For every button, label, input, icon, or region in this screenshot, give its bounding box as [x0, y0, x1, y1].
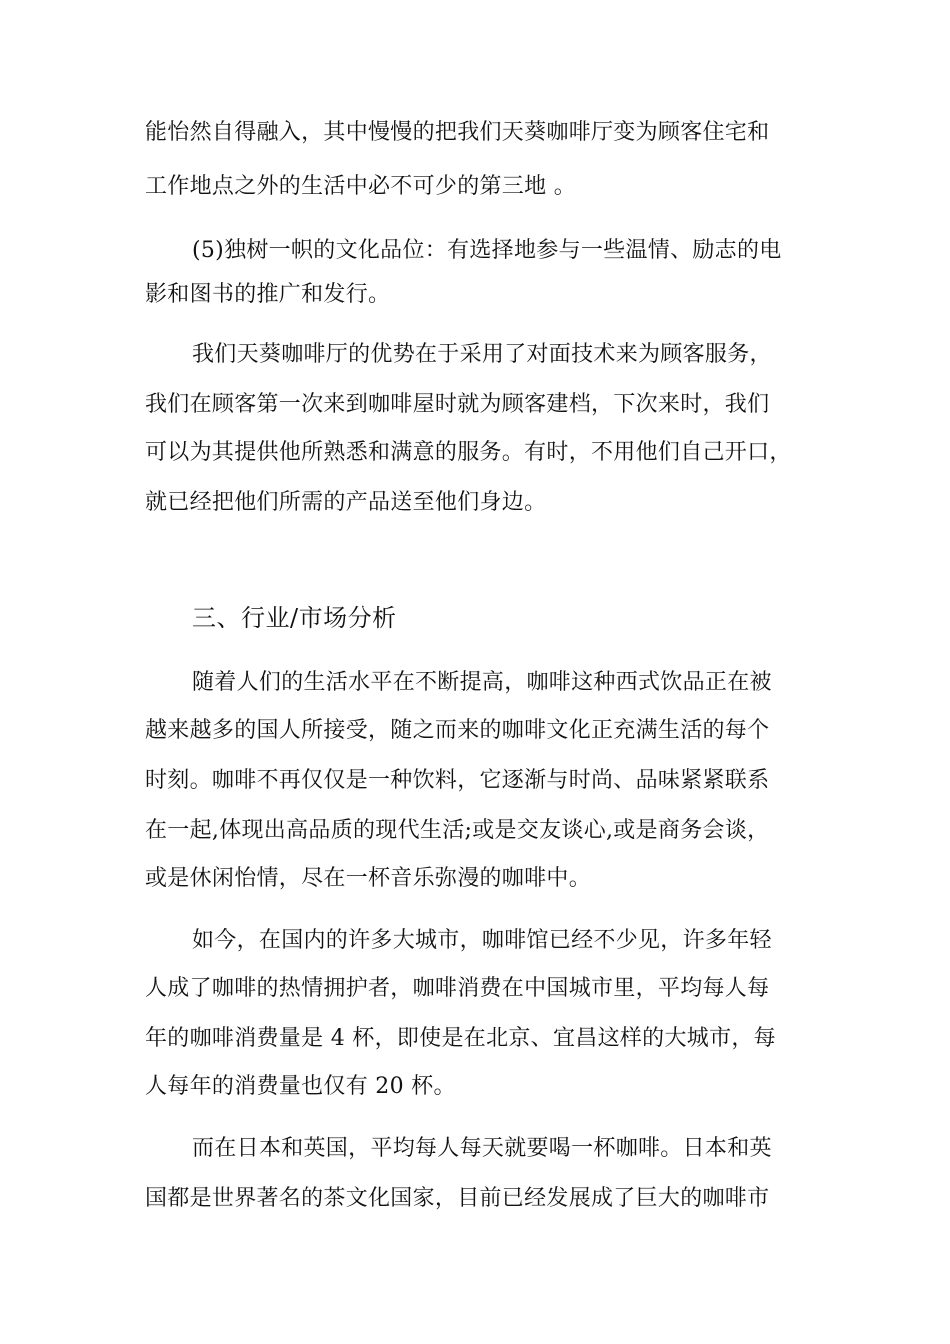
- text-line: 在一起,体现出高品质的现代生活;或是交友谈心,或是商务会谈，: [145, 818, 770, 843]
- text-line: 年的咖啡消费量是 4 杯，即使是在北京、宜昌这样的大城市，每: [145, 1026, 776, 1051]
- text-line: 随着人们的生活水平在不断提高，咖啡这种西式饮品正在被: [192, 670, 772, 695]
- text-line: 我们在顾客第一次来到咖啡屋时就为顾客建档，下次来时，我们: [145, 392, 770, 417]
- text-line: 如今，在国内的许多大城市，咖啡馆已经不少见，许多年轻: [192, 928, 772, 953]
- text-line: 越来越多的国人所接受，随之而来的咖啡文化正充满生活的每个: [145, 718, 770, 743]
- text-line: 而在日本和英国，平均每人每天就要喝一杯咖啡。日本和英: [192, 1136, 772, 1161]
- text-line: 可以为其提供他所熟悉和满意的服务。有时，不用他们自己开口，: [145, 440, 792, 465]
- text-line: 国都是世界著名的茶文化国家，目前已经发展成了巨大的咖啡市: [145, 1186, 770, 1211]
- text-line: 我们天葵咖啡厅的优势在于采用了对面技术来为顾客服务，: [192, 342, 772, 367]
- text-line: 能怡然自得融入，其中慢慢的把我们天葵咖啡厅变为顾客住宅和: [145, 120, 770, 145]
- section-heading: 三、行业/市场分析: [192, 604, 397, 632]
- text-line: 影和图书的推广和发行。: [145, 282, 391, 307]
- text-line: 或是休闲怡情，尽在一杯音乐弥漫的咖啡中。: [145, 866, 592, 891]
- text-line: 工作地点之外的生活中必不可少的第三地 。: [145, 174, 576, 199]
- text-line: 就已经把他们所需的产品送至他们身边。: [145, 490, 547, 515]
- text-line: 人每年的消费量也仅有 20 杯。: [145, 1074, 456, 1099]
- text-line: (5)独树一帜的文化品位：有选择地参与一些温情、励志的电: [192, 238, 782, 263]
- text-line: 时刻。咖啡不再仅仅是一种饮料，它逐渐与时尚、品味紧紧联系: [145, 768, 770, 793]
- text-line: 人成了咖啡的热情拥护者，咖啡消费在中国城市里，平均每人每: [145, 976, 770, 1001]
